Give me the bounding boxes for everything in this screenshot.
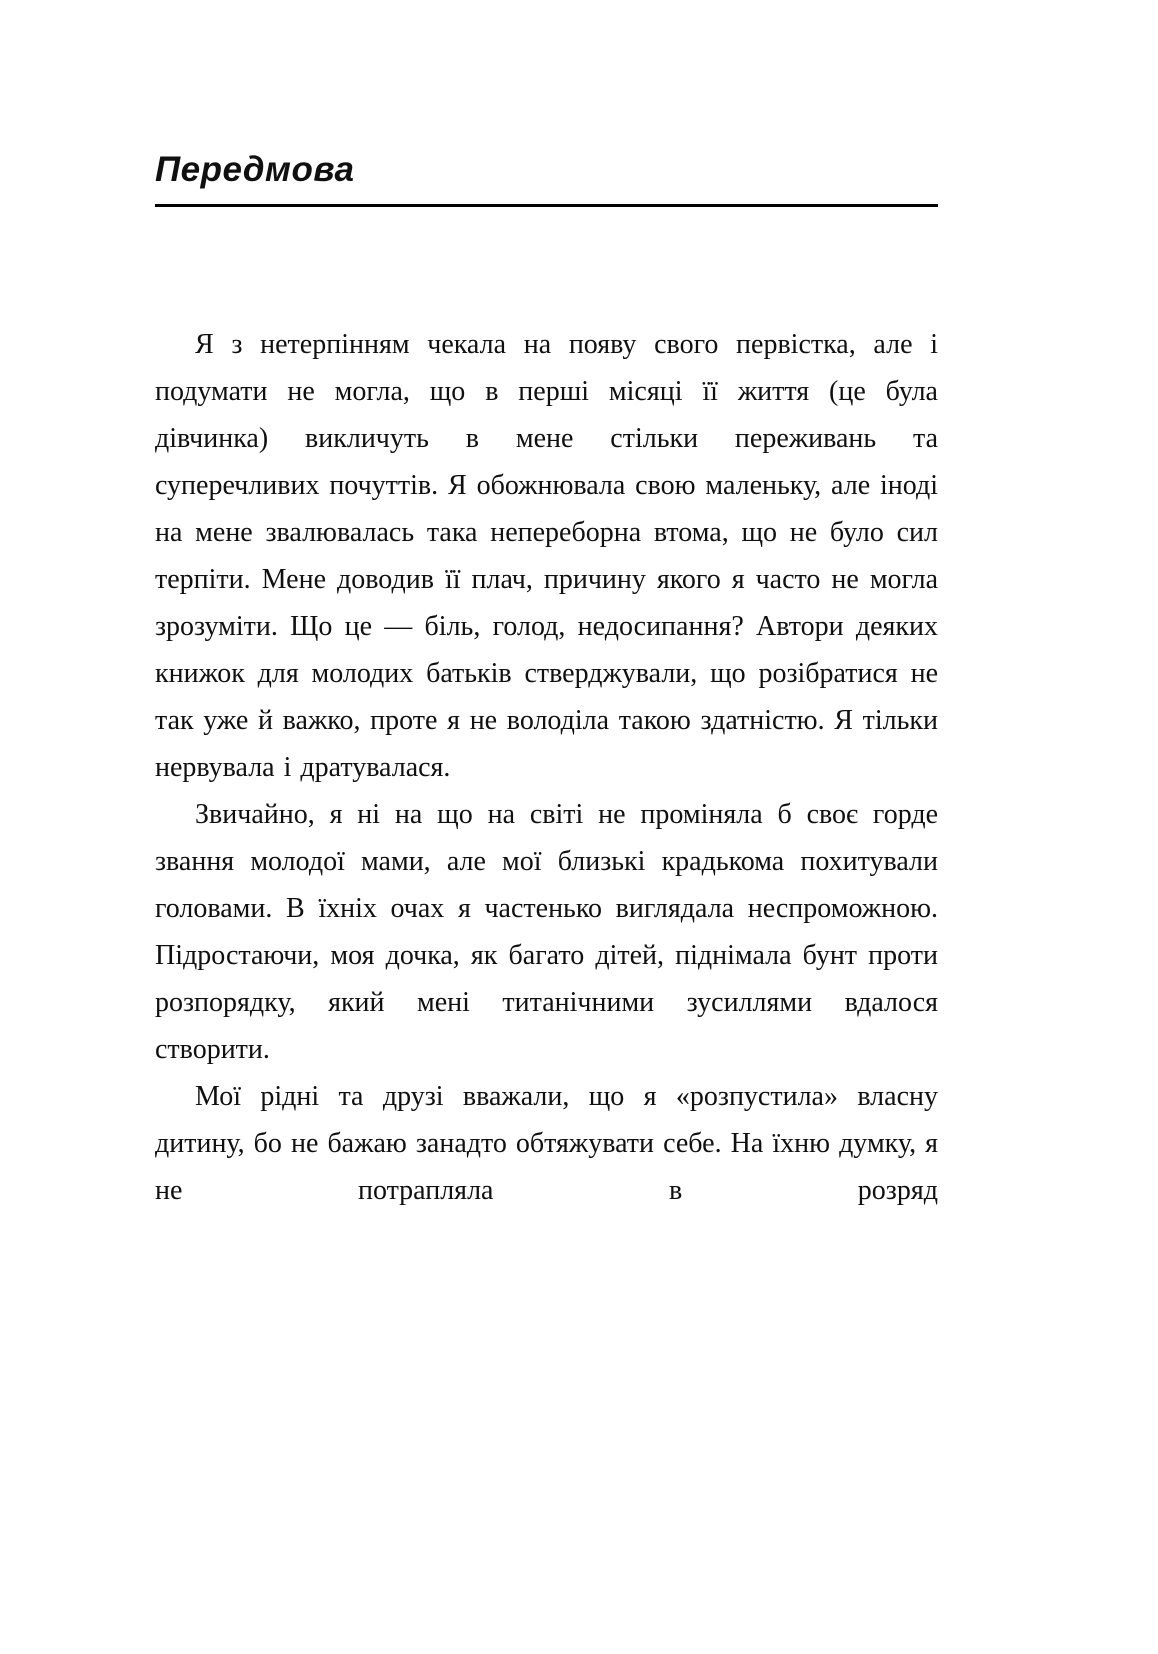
paragraph: Звичайно, я ні на що на світі не проміняла б своє горде звання молодої мами, але мої близькі крадькома похитували головами. В їхніх очах я частенько виглядала неспроможною. Підростаючи, моя дочка, як багато дітей, піднімала бунт проти розпорядку, який мені титанічними зусиллями вдалося створити.	[155, 799, 938, 1065]
chapter-title: Передмова	[155, 150, 355, 189]
title-divider	[155, 204, 938, 207]
paragraph: Мої рідні та друзі вважали, що я «розпустила» власну дитину, бо не бажаю занадто обтяжувати себе. На їхню думку, я не потрапляла в розряд	[155, 1081, 938, 1206]
paragraph: Я з нетерпінням чекала на появу свого первістка, але і подумати не могла, що в перші місяці її життя (це була дівчинка) викличуть в мене стільки переживань та суперечливих почуттів. Я обожнювала свою маленьку, але іноді на мене звалювалась така непереборна втома, що не було сил терпіти. Мене доводив її плач, причину якого я часто не могла зрозуміти. Що це — біль, голод, недосипання? Автори деяких книжок для молодих батьків стверджували, що розібратися не так уже й важко, проте я не володіла такою здатністю. Я тільки нервувала і дратувалася.	[155, 329, 938, 783]
page-body	[155, 321, 938, 1214]
